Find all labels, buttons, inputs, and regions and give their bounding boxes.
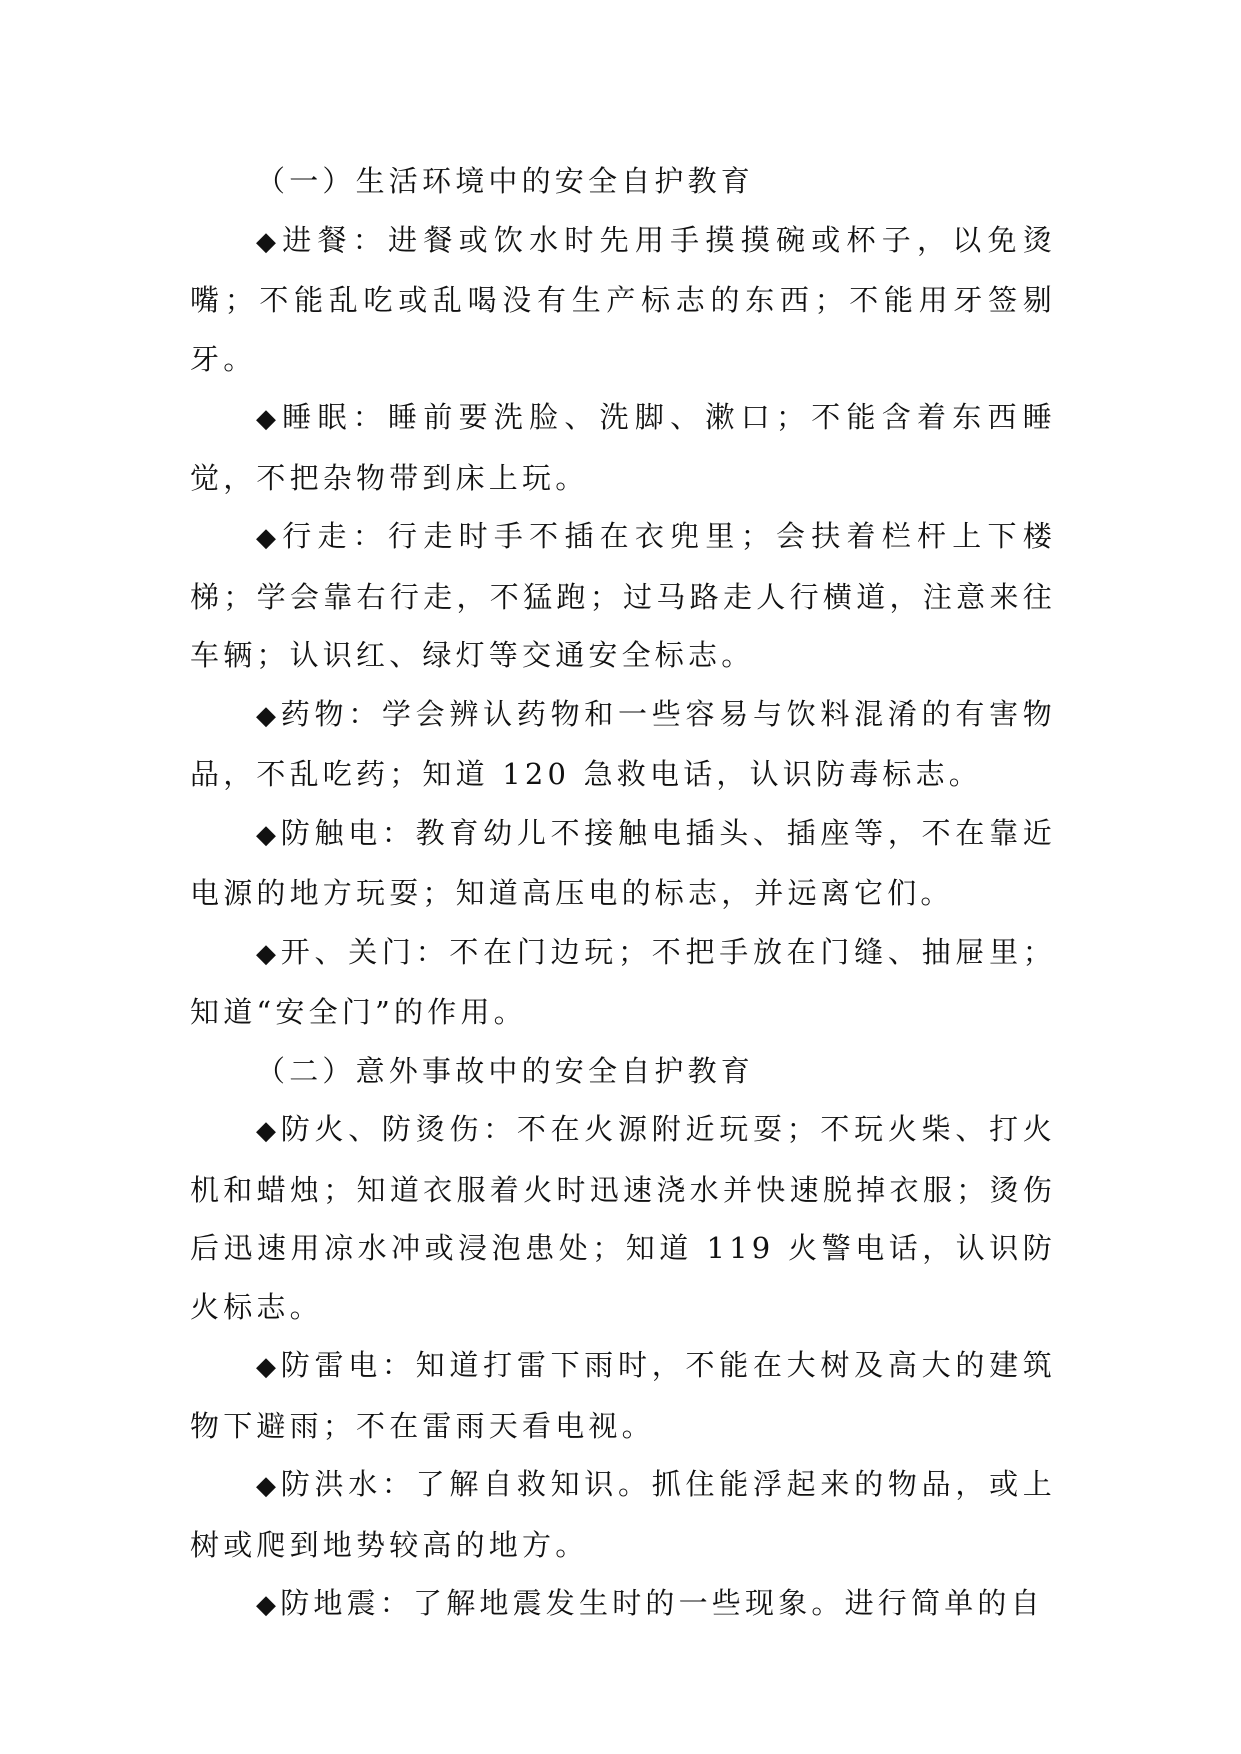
list-item-medicine — [190, 685, 1056, 804]
list-item-flood — [190, 1455, 1056, 1574]
list-item-earthquake — [190, 1574, 1056, 1635]
diamond-bullet-icon: ◆ — [256, 938, 281, 969]
list-item-lightning — [190, 1336, 1056, 1455]
list-item-eating — [190, 211, 1056, 389]
diamond-bullet-icon: ◆ — [256, 523, 283, 553]
paragraph-text: 开、关门：不在门边玩；不把手放在门缝、抽屉里；知道“安全门”的作用。 — [190, 934, 1056, 1029]
paragraph-text: 防触电：教育幼儿不接触电插头、插座等，不在靠近电源的地方玩耍；知道高压电的标志，并远离它们。 — [190, 815, 1056, 910]
diamond-bullet-icon: ◆ — [256, 1471, 281, 1501]
paragraph-text: 药物：学会辨认药物和一些容易与饮料混淆的有害物品，不乱吃药；知道 120 急救电话，认识防毒标志。 — [190, 696, 1056, 791]
diamond-bullet-icon: ◆ — [256, 819, 281, 850]
list-item-fire — [190, 1100, 1056, 1336]
paragraph-text: 防洪水：了解自救知识。抓住能浮起来的物品，或上树或爬到地势较高的地方。 — [190, 1467, 1056, 1562]
paragraph-text: 防地震：了解地震发生时的一些现象。进行简单的自 — [280, 1586, 1044, 1620]
paragraph-text: 防火、防烫伤：不在火源附近玩耍；不玩火柴、打火机和蜡烛；知道衣服着火时迅速浇水并快速脱掉衣服；烫伤后迅速用凉水冲或浸泡患处；知道 119 火警电话，认识防火标志。 — [190, 1112, 1056, 1324]
document-page — [190, 152, 1056, 1635]
diamond-bullet-icon: ◆ — [256, 700, 281, 731]
list-item-electric-shock — [190, 804, 1056, 923]
section-heading-1: （一）生活环境中的安全自护教育 — [256, 164, 755, 198]
list-item-doors — [190, 923, 1056, 1042]
diamond-bullet-icon: ◆ — [256, 1116, 281, 1146]
paragraph-text: 防雷电：知道打雷下雨时，不能在大树及高大的建筑物下避雨；不在雷雨天看电视。 — [190, 1348, 1056, 1443]
diamond-bullet-icon: ◆ — [256, 1352, 281, 1382]
paragraph-text: 行走：行走时手不插在衣兜里；会扶着栏杆上下楼梯；学会靠右行走，不猛跑；过马路走人行横道，注意来往车辆；认识红、绿灯等交通安全标志。 — [190, 519, 1056, 672]
list-item-sleep — [190, 388, 1056, 507]
paragraph-text: 睡眠：睡前要洗脸、洗脚、漱口；不能含着东西睡觉，不把杂物带到床上玩。 — [190, 400, 1056, 495]
diamond-bullet-icon: ◆ — [256, 226, 283, 257]
diamond-bullet-icon: ◆ — [256, 404, 283, 434]
paragraph-text: 进餐：进餐或饮水时先用手摸摸碗或杯子，以免烫嘴；不能乱吃或乱喝没有生产标志的东西；不能用牙签剔牙。 — [190, 222, 1056, 376]
diamond-bullet-icon: ◆ — [256, 1590, 281, 1620]
section-heading-2: （二）意外事故中的安全自护教育 — [256, 1053, 755, 1088]
list-item-walking — [190, 507, 1056, 685]
